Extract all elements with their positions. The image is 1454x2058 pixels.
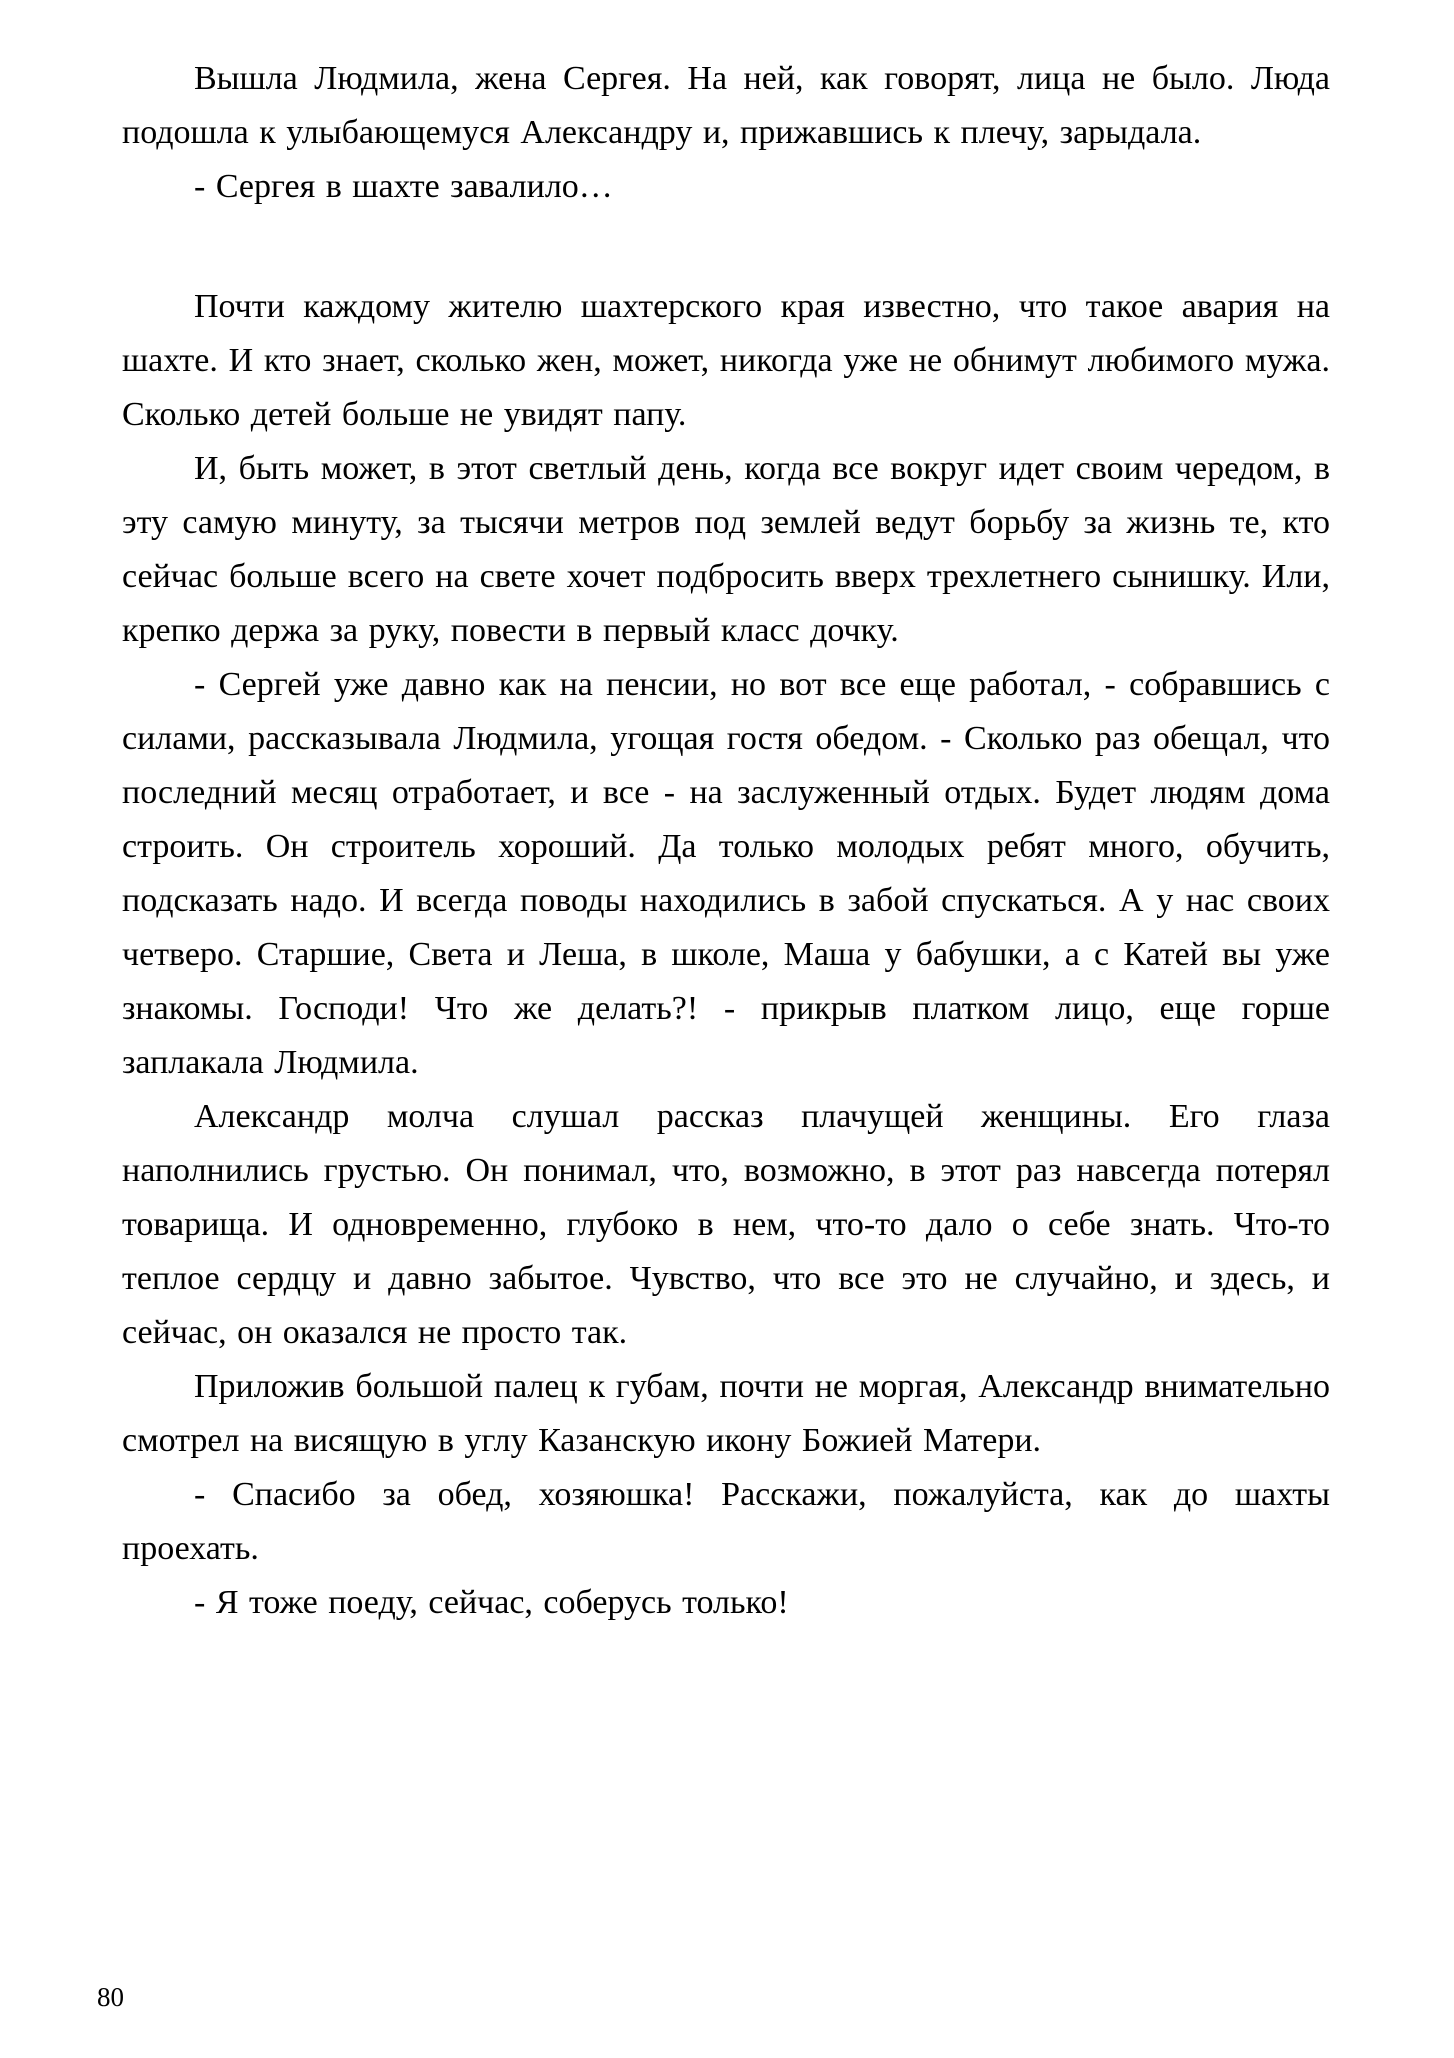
paragraph-5-dialogue: - Сергей уже давно как на пенсии, но вот все еще работал, - собравшись с силами, рассказывала Людмила, угощая гостя обедом. - Сколько раз обещал, что последний месяц отработает, и все - на заслуженный отдых. Будет людям дома строить. Он строитель хороший. Да только молодых ребят много, обучить, подсказать надо. И всегда поводы находились в забой спускаться. А у нас своих четверо. Старшие, Света и Леша, в школе, Маша у бабушки, а с Катей вы уже знакомы. Господи! Что же делать?! - прикрыв платком лицо, еще горше заплакала Людмила. xyxy=(122,666,1330,1081)
paragraph-1: Вышла Людмила, жена Сергея. На ней, как говорят, лица не было. Люда подошла к улыбающемуся Александру и, прижавшись к плечу, зарыдала. xyxy=(122,60,1330,151)
text-block xyxy=(122,52,1330,1630)
page-number: 80 xyxy=(97,1982,124,2012)
paragraph-4: И, быть может, в этот светлый день, когда все вокруг идет своим чередом, в эту самую минуту, за тысячи метров под землей ведут борьбу за жизнь те, кто сейчас больше всего на свете хочет подбросить вверх трехлетнего сынишку. Или, крепко держа за руку, повести в первый класс дочку. xyxy=(122,450,1330,649)
paragraph-3: Почти каждому жителю шахтерского края известно, что такое авария на шахте. И кто знает, сколько жен, может, никогда уже не обнимут любимого мужа. Сколько детей больше не увидят папу. xyxy=(122,288,1330,433)
paragraph-7: Приложив большой палец к губам, почти не моргая, Александр внимательно смотрел на висящую в углу Казанскую икону Божией Матери. xyxy=(122,1368,1330,1459)
paragraph-9-dialogue: - Я тоже поеду, сейчас, соберусь только! xyxy=(194,1584,789,1621)
paragraph-8-dialogue: - Спасибо за обед, хозяюшка! Расскажи, пожалуйста, как до шахты проехать. xyxy=(122,1476,1330,1567)
paragraph-6: Александр молча слушал рассказ плачущей женщины. Его глаза наполнились грустью. Он понимал, что, возможно, в этот раз навсегда потерял товарища. И одновременно, глубоко в нем, что-то дало о себе знать. Что-то теплое сердцу и давно забытое. Чувство, что все это не случайно, и здесь, и сейчас, он оказался не просто так. xyxy=(122,1098,1330,1351)
paragraph-2-dialogue: - Сергея в шахте завалило… xyxy=(194,168,613,205)
